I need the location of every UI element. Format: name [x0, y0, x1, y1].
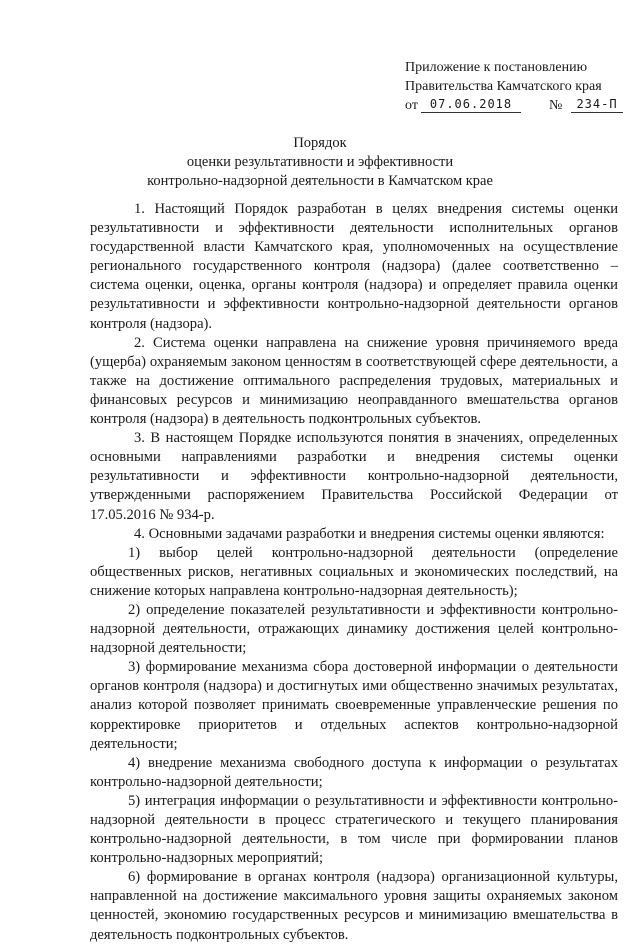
appendix-header — [405, 58, 635, 115]
document-title: Порядок — [293, 135, 347, 151]
document-subtitle-line-1: оценки результативности и эффективности — [186, 154, 454, 170]
date-prefix: от — [405, 98, 418, 113]
task-item-1: 1) выбор целей контрольно-надзорной деятельности (определение общественных рисков, негативных социальных и экономических последствий, на снижение которых направлена контрольно-надзорная деятельность); — [90, 544, 618, 599]
paragraph-2: 2. Система оценки направлена на снижение уровня причиняемого вреда (ущерба) охраняемым законом ценностям в соответствующей сфере деятельности, а также на достижение оптимального распределения трудовых, материальных и финансовых ресурсов и минимизацию неоправданного вмешательства органов контроля (надзора) в деятельность подконтрольных субъектов. — [90, 334, 618, 428]
task-item-4: 4) внедрение механизма свободного доступа к информации о результатах контрольно-надзорной деятельности; — [90, 754, 618, 790]
document-body — [90, 200, 618, 945]
paragraph-3: 3. В настоящем Порядке используются понятия в значениях, определенных основными направлениями разработки и внедрения системы оценки результативности и эффективности контрольно-надзорной деятельности, утвержденными распоряжением Правительства Российской Федерации от 17.05.2016 № 934-р. — [90, 430, 618, 523]
paragraph-1: 1. Настоящий Порядок разработан в целях внедрения системы оценки результативности и эффективности деятельности исполнительных органов государственной власти Камчатского края, уполномоченных на осуществление регионального государственного контроля (надзора) (далее соответственно – система оценки, оценка, органы контроля (надзора) и определяет правила оценки результативности и эффективности контрольно-надзорной деятельности органов контроля (надзора). — [90, 201, 618, 332]
appendix-date-line — [405, 96, 635, 115]
document-subtitle-line-2: контрольно-надзорной деятельности в Камчатском крае — [147, 173, 493, 189]
task-item-2: 2) определение показателей результативности и эффективности контрольно-надзорной деятельности, отражающих динамику достижения целей контрольно-надзорной деятельности; — [90, 601, 618, 657]
resolution-number: 234-П — [571, 96, 623, 113]
paragraph-4: 4. Основными задачами разработки и внедрения системы оценки являются: — [134, 525, 605, 542]
resolution-date: 07.06.2018 — [421, 96, 521, 113]
appendix-line-1: Приложение к постановлению — [405, 60, 588, 75]
task-item-6: 6) формирование в органах контроля (надзора) организационной культуры, направленной на достижение максимального уровня защиты охраняемых законом ценностей, экономию государственных ресурсов и минимизацию вмешательства в деятельность подконтрольных субъектов. — [90, 869, 618, 943]
task-item-3: 3) формирование механизма сбора достоверной информации о деятельности органов контроля (надзора) и достигнутых ими общественно значимых результатах, анализ которой позволяет принимать своевременные управленческие решения по корректировке приоритетов и отдельных аспектов контрольно-надзорной деятельности; — [90, 659, 618, 752]
number-prefix: № — [549, 98, 563, 113]
task-item-5: 5) интеграция информации о результативности и эффективности контрольно-надзорной деятельности в процесс стратегического и текущего планирования контрольно-надзорной деятельности, в том числе при формировании планов контрольно-надзорных мероприятий; — [90, 792, 618, 867]
appendix-line-2: Правительства Камчатского края — [405, 79, 602, 94]
